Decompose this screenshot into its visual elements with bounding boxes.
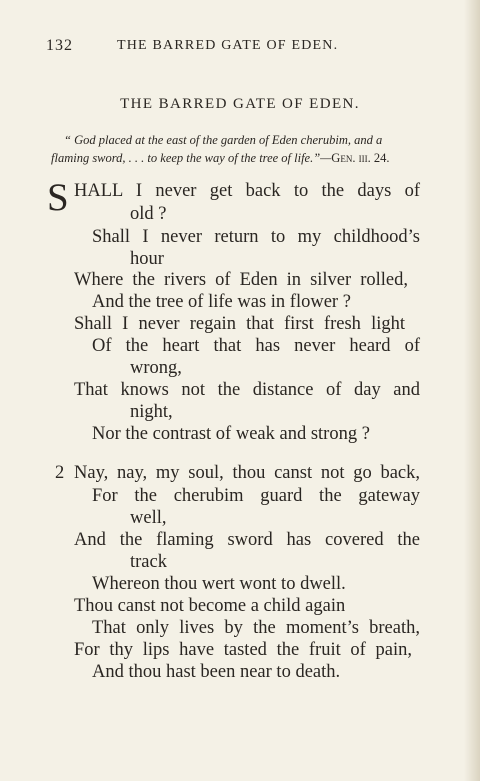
verse-line: Shall I never return to my childhood’s xyxy=(92,227,420,247)
verse-line: track xyxy=(130,552,167,572)
verse-line: Whereon thou wert wont to dwell. xyxy=(92,574,346,594)
verse-line: Thou canst not become a child again xyxy=(74,596,346,616)
verse-line: And the flaming sword has covered the xyxy=(74,530,420,550)
verse-line: Nor the contrast of weak and strong ? xyxy=(92,424,370,444)
verse-line: night, xyxy=(130,402,173,422)
epigraph-line-2 xyxy=(51,149,389,167)
epigraph-line-1: “ God placed at the east of the garden of Eden cherubim, and a xyxy=(64,133,383,147)
verse-line: Nay, nay, my soul, thou canst not go back, xyxy=(74,463,420,483)
hymn-title: THE BARRED GATE OF EDEN. xyxy=(120,96,360,112)
epigraph-reference: iii. 24. xyxy=(355,151,390,165)
verse-line: wrong, xyxy=(130,358,182,378)
page-gutter-shadow xyxy=(464,0,480,781)
stanza-number: 2 xyxy=(55,463,65,483)
verse-line: Shall I never regain that first fresh light xyxy=(74,314,405,334)
verse-line: That only lives by the moment’s breath, xyxy=(92,618,420,638)
verse-line: And thou hast been near to death. xyxy=(92,662,341,682)
verse-line: Where the rivers of Eden in silver rolled, xyxy=(74,270,408,290)
epigraph-source: Gen. xyxy=(331,151,356,165)
verse-line: Of the heart that has never heard of xyxy=(92,336,420,356)
verse-line: well, xyxy=(130,508,167,528)
page-number: 132 xyxy=(46,37,73,54)
verse-line: old ? xyxy=(130,204,167,224)
drop-cap: S xyxy=(47,176,69,219)
verse-line: hour xyxy=(130,249,164,269)
verse-line: That knows not the distance of day and xyxy=(74,380,420,400)
running-title: THE BARRED GATE OF EDEN. xyxy=(117,38,339,53)
epigraph-text: flaming sword, . . . to keep the way of the tree of life.”— xyxy=(51,151,332,165)
verse-line: And the tree of life was in flower ? xyxy=(92,292,351,312)
verse-line: For the cherubim guard the gateway xyxy=(92,486,420,506)
verse-line: For thy lips have tasted the fruit of pain, xyxy=(74,640,412,660)
verse-line: HALL I never get back to the days of xyxy=(74,181,420,201)
